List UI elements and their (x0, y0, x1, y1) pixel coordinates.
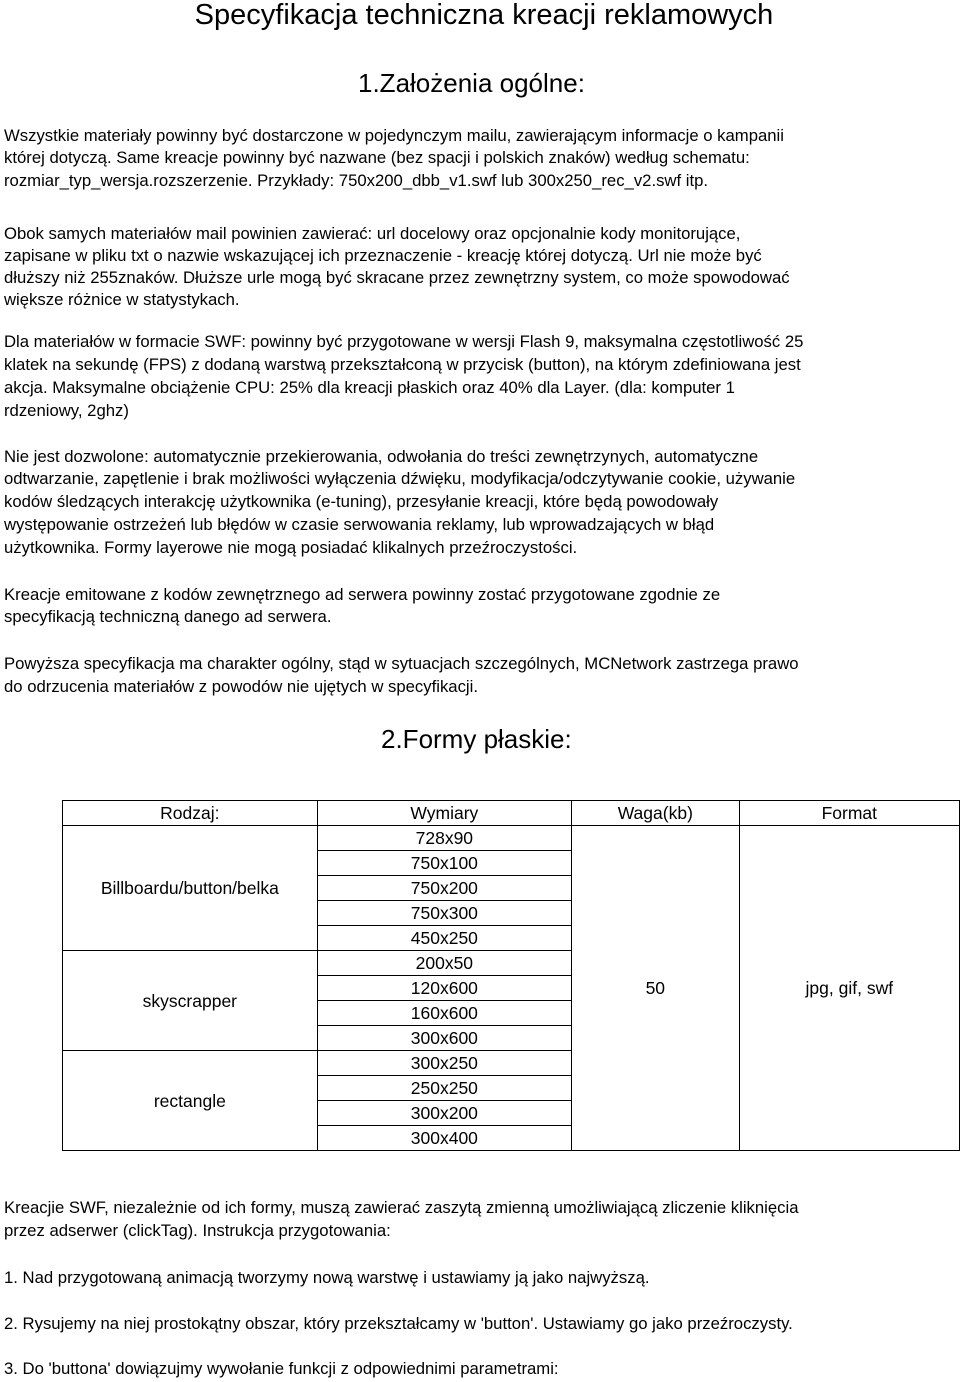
paragraph-line: której dotyczą. Same kreacje powinny być nazwane (bez spacji i polskich znaków) według schematu: (4, 148, 750, 167)
table-cell-size: 300x250 (317, 1051, 571, 1076)
table-cell-size: 450x250 (317, 926, 571, 951)
table-cell-format: jpg, gif, swf (739, 826, 959, 1151)
table-cell-type: rectangle (63, 1051, 318, 1151)
paragraph-line: Obok samych materiałów mail powinien zawierać: url docelowy oraz opcjonalnie kody monitorujące, (4, 224, 741, 243)
paragraph-line: dłuższy niż 255znaków. Dłuższe urle mogą być skracane przez zewnętrzny system, co może spowodować (4, 268, 790, 287)
paragraph-line: kodów śledzących interakcję użytkownika (e-tuning), przesyłanie kreacji, które będą powodowały (4, 492, 719, 511)
table-cell-size: 300x400 (317, 1126, 571, 1151)
table-cell-type: skyscrapper (63, 951, 318, 1051)
paragraph-line: specyfikacją techniczną danego ad serwera. (4, 607, 332, 626)
table-cell-size: 300x600 (317, 1026, 571, 1051)
paragraph-line: użytkownika. Formy layerowe nie mogą posiadać klikalnych przeźroczystości. (4, 538, 578, 557)
table-header-cell: Format (739, 801, 959, 826)
paragraph-line: rdzeniowy, 2ghz) (4, 401, 129, 420)
paragraph-line: akcja. Maksymalne obciążenie CPU: 25% dla kreacji płaskich oraz 40% dla Layer. (dla: komputer 1 (4, 378, 735, 397)
table-cell-size: 750x200 (317, 876, 571, 901)
paragraph-line: Dla materiałów w formacie SWF: powinny być przygotowane w wersji Flash 9, maksymalna częstotliwość 25 (4, 332, 804, 351)
paragraph-line: odtwarzanie, zapętlenie i brak możliwości wyłączenia dźwięku, modyfikacja/odczytywanie cookie, używanie (4, 469, 796, 488)
paragraph-line: występowanie ostrzeżeń lub błędów w czasie serwowania reklamy, lub wprowadzających w błąd (4, 515, 715, 534)
paragraph-line: Wszystkie materiały powinny być dostarczone w pojedynczym mailu, zawierającym informacje o kampanii (4, 126, 784, 145)
table-header-cell: Rodzaj: (63, 801, 318, 826)
table-cell-size: 728x90 (317, 826, 571, 851)
paragraph-line: do odrzucenia materiałów z powodów nie ujętych w specyfikacji. (4, 677, 478, 696)
table-cell-size: 750x300 (317, 901, 571, 926)
paragraph-line: Powyższa specyfikacja ma charakter ogólny, stąd w sytuacjach szczególnych, MCNetwork zastrzega prawo (4, 654, 799, 673)
paragraph-line: Kreacje emitowane z kodów zewnętrznego ad serwera powinny zostać przygotowane zgodnie ze (4, 585, 721, 604)
table-cell-size: 200x50 (317, 951, 571, 976)
table-cell-weight: 50 (571, 826, 739, 1151)
table-header-cell: Wymiary (317, 801, 571, 826)
section-heading-general: 1.Założenia ogólne: (358, 68, 585, 98)
paragraph-line: większe różnice w statystykach. (4, 290, 240, 309)
paragraph-line: Nie jest dozwolone: automatycznie przekierowania, odwołania do treści zewnętrzynych, automatyczne (4, 447, 759, 466)
table-header-row (63, 801, 960, 826)
table-header-cell: Waga(kb) (571, 801, 739, 826)
table-cell-size: 300x200 (317, 1101, 571, 1126)
instruction-step: 3. Do 'buttona' dowiązujmy wywołanie funkcji z odpowiednimi parametrami: (4, 1359, 559, 1378)
paragraph-line: klatek na sekundę (FPS) z dodaną warstwą przekształconą w przycisk (button), na którym zdefiniowana jest (4, 355, 801, 374)
table-cell-type: Billboardu/button/belka (63, 826, 318, 951)
section-heading-flat-forms: 2.Formy płaskie: (381, 724, 572, 754)
table-row (63, 826, 960, 851)
table-cell-size: 160x600 (317, 1001, 571, 1026)
instruction-step: 1. Nad przygotowaną animacją tworzymy nową warstwę i ustawiamy ją jako najwyższą. (4, 1268, 650, 1287)
page-title: Specyfikacja techniczna kreacji reklamowych (194, 0, 774, 31)
paragraph-line: rozmiar_typ_wersja.rozszerzenie. Przykłady: 750x200_dbb_v1.swf lub 300x250_rec_v2.swf itp. (4, 171, 709, 190)
table-cell-size: 750x100 (317, 851, 571, 876)
instruction-step: 2. Rysujemy na niej prostokątny obszar, który przekształcamy w 'button'. Ustawiamy go jako przeźroczysty. (4, 1314, 793, 1333)
paragraph-line: przez adserwer (clickTag). Instrukcja przygotowania: (4, 1221, 391, 1240)
paragraph-line: zapisane w pliku txt o nazwie wskazującej ich przeznaczenie - kreację której dotyczą. Url nie może być (4, 246, 762, 265)
specification-table (62, 800, 960, 1151)
table-cell-size: 250x250 (317, 1076, 571, 1101)
table-cell-size: 120x600 (317, 976, 571, 1001)
paragraph-line: Kreacjie SWF, niezależnie od ich formy, muszą zawierać zaszytą zmienną umożliwiającą zliczenie kliknięcia (4, 1198, 799, 1217)
